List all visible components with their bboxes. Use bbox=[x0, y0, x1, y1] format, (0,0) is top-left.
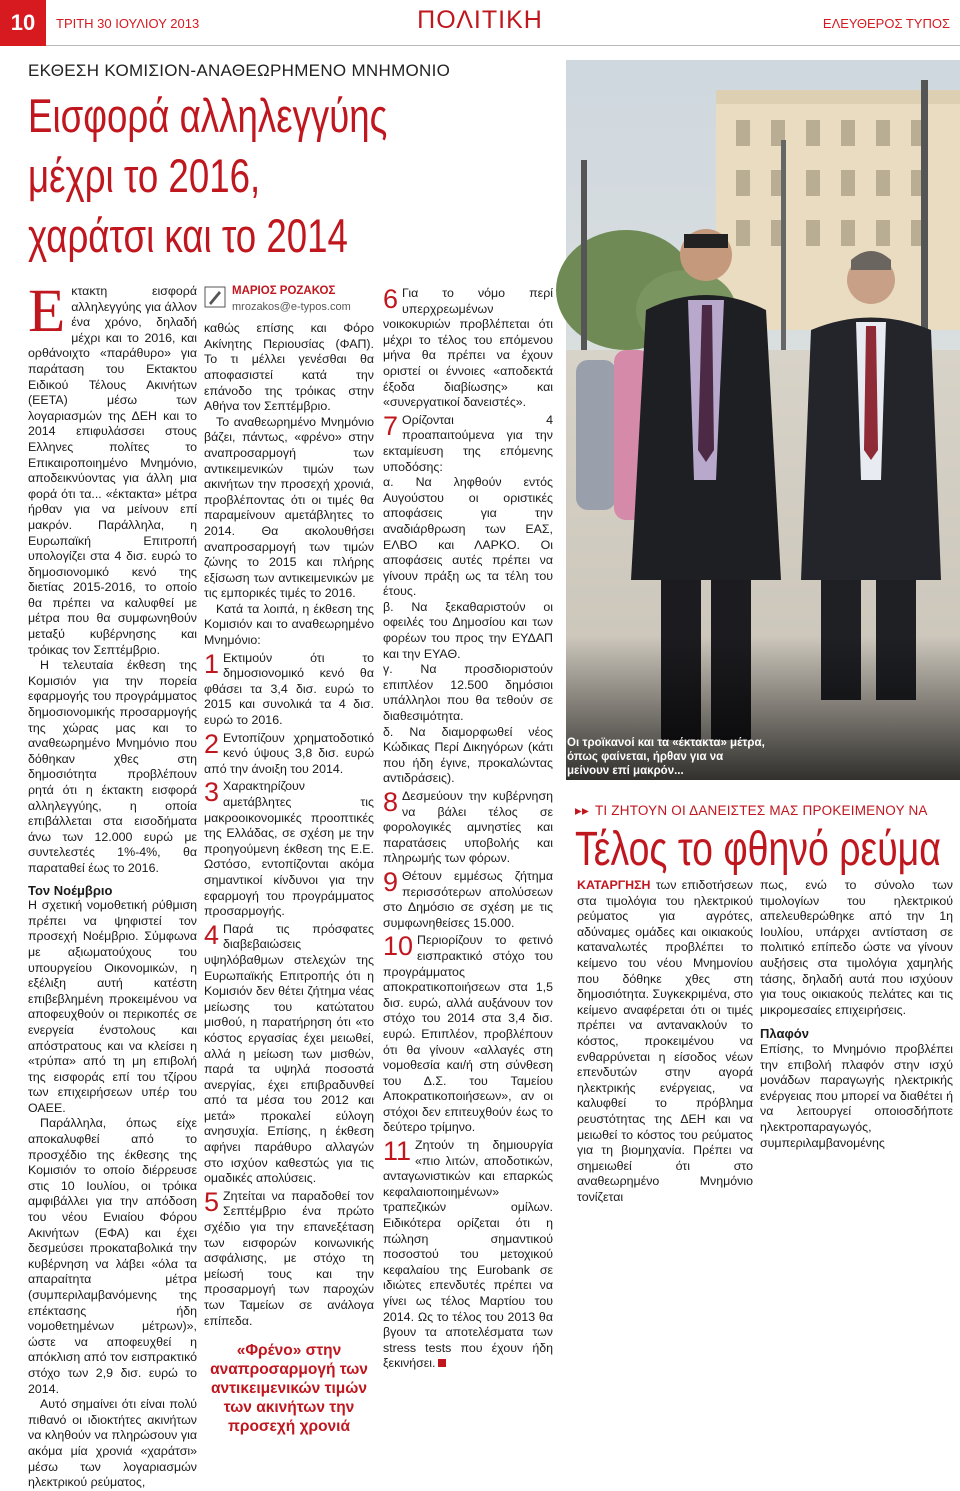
paragraph: Η σχετική νομοθετική ρύθμιση πρέπει να ψηφιστεί τον προσεχή Νοέμβριο. Σύμφωνα με αξιωματούχους του υπουργείου Οικονομικών, η εξέλιξη αυτή κατέστη επιβεβλημένη προκειμένου να αποφευχθούν οι περικοπές σε ενεργεία ένστολους και απόστρατους και να κλείσει η «τρύπα» από τη μη επιβολή της εισφοράς επί του τζίρου των επιχειρήσεων υπέρ του ΟΑΕΕ. bbox=[28, 898, 197, 1115]
lead-label: ΚΑΤΑΡΓΗΣΗ bbox=[577, 878, 651, 892]
paragraph: Το αναθεωρημένο Μνημόνιο βάζει, πάντως, «φρένο» στην αναπροσαρμογή των αντικειμενικών τιμών των ακινήτων την προσεχή χρονιά, προβλέποντας ότι οι τιμές θα παραμείνουν αμετάβλητες το 2014. Θα ακολουθήσει αναπροσαρμογή των τιμών ζώνης το 2015 και πλήρης εξίσωση των αντικειμενικών με τις εμπορικές τιμές το 2016. bbox=[204, 414, 374, 601]
paragraph: Αυτό σημαίνει ότι είναι πολύ πιθανό οι ιδιοκτήτες ακινήτων να κληθούν να πληρώσουν για ακόμα μία χρονιά «χαράτσι» μέσω των λογαριασμών ηλεκτρικού ρεύματος, bbox=[28, 1397, 197, 1490]
pull-quote: «Φρένο» στην αναπροσαρμογή των αντικειμενικών τιμών των ακινήτων την προσεχή χρονιά bbox=[210, 1342, 368, 1436]
article-column-3 bbox=[383, 284, 553, 1372]
box-column-2 bbox=[760, 878, 953, 1151]
pen-icon bbox=[204, 286, 226, 308]
paragraph: Η τελευταία έκθεση της Κομισιόν για την πορεία εφαρμογής του προγράμματος δημοσιονομικής προσαρμογής της χώρας μας και το αναθεωρημένο Μνημόνιο που δόθηκαν χθες στη δημοσιότητα προβλέπουν ρητά ότι η έκτακτη εισφορά αλληλεγγύης, η οποία επιβάλλεται στα εισοδήματα άνω των 12.000 ευρώ με συντελεστές 1%-4%, θα παραταθεί έως το 2016. bbox=[28, 658, 197, 875]
sub-item: α. Να ληφθούν εντός Αυγούστου οι οριστικές αποφάσεις για την αναδιάρθρωση των ΕΑΣ, ΕΛΒΟ και ΛΑΡΚΟ. Οι αποφάσεις αυτές πρέπει να γίνουν πράξη ως τα τέλη του έτους. bbox=[383, 475, 553, 599]
page-number: 10 bbox=[0, 0, 46, 46]
paragraph: Κατά τα λοιπά, η έκθεση της Κομισιόν και το αναθεωρημένο Μνημόνιο: bbox=[204, 601, 374, 648]
list-item: 9 Θέτουν εμμέσως ζήτημα περισσότερων απολύσεων στο Δημόσιο σε σχέση με τις συμφωνηθείσες 15.000. bbox=[383, 866, 553, 930]
issue-date: ΤΡΙΤΗ 30 ΙΟΥΛΙΟΥ 2013 bbox=[56, 16, 200, 31]
page-header bbox=[0, 0, 960, 46]
box-headline: Τέλος το φθηνό ρεύμα bbox=[575, 823, 941, 876]
author-name: ΜΑΡΙΟΣ ΡΟΖΑΚΟΣ bbox=[232, 285, 336, 297]
subheading: Πλαφόν bbox=[760, 1026, 809, 1042]
byline bbox=[204, 284, 374, 315]
paragraph: πως, ενώ το σύνολο των τιμολογίων του ηλεκτρικού απελευθερώθηκε από την 1η Ιουλίου, υπάρχει αντίσταση σε πολιτικό επίπεδο ώστε να γίνουν αυξήσεις στα τιμολόγια χαμηλής τάσης, δηλαδή αυτά που ισχύουν για τους οικιακούς πελάτες και τις μικρομεσαίες επιχειρήσεις. bbox=[760, 878, 953, 1017]
box-tag: ▸▸ ΤΙ ΖΗΤΟΥΝ ΟΙ ΔΑΝΕΙΣΤΕΣ ΜΑΣ ΠΡΟΚΕΙΜΕΝΟΥ ΝΑ bbox=[575, 803, 928, 818]
article-column-1 bbox=[28, 278, 197, 1491]
headline-line: Εισφορά αλληλεγγύης bbox=[28, 89, 388, 142]
news-photo bbox=[566, 60, 960, 780]
sub-item: δ. Να διαμορφωθεί νέος Κώδικας Περί Δικηγόρων (κάτι που ήδη έγινε, προκαλώντας αντιδράσεις). bbox=[383, 724, 553, 786]
photo-illustration bbox=[566, 60, 960, 780]
headline-line: μέχρι το 2016, bbox=[28, 149, 261, 202]
author-email: mrozakos@e-typos.com bbox=[232, 300, 351, 313]
sub-item: γ. Να προσδιοριστούν επιπλέον 12.500 δημόσιοι υπάλληλοι που θα τεθούν σε διαθεσιμότητα. bbox=[383, 662, 553, 724]
headline-line: χαράτσι και το 2014 bbox=[28, 209, 348, 262]
box-column-1 bbox=[577, 878, 753, 1205]
paragraph: καθώς επίσης και Φόρο Ακίνητης Περιουσίας (ΦΑΠ). Το τι μέλλει γενέσθαι θα αποφασιστεί κατά την επάνοδο της τρόικας στην Αθήνα τον Σεπτέμβριο. bbox=[204, 321, 374, 414]
article-headline bbox=[28, 86, 449, 266]
newspaper-name: ΕΛΕΥΘΕΡΟΣ ΤΥΠΟΣ bbox=[822, 16, 950, 31]
list-item: 7 Ορίζονται 4 προαπαιτούμενα για την εκταμίευση της επόμενης υποδόσης: bbox=[383, 410, 553, 474]
list-item: 5 Ζητείται να παραδοθεί τον Σεπτέμβριο ένα πρώτο σχέδιο για την επανεξέταση των εισφορών κοινωνικής ασφάλισης, με στόχο τη μείωσή τους και την προσαρμογή των παροχών των Ταμείων σε ανάλογα επίπεδα. bbox=[204, 1186, 374, 1328]
paragraph: ΚΑΤΑΡΓΗΣΗ των επιδοτήσεων στα τιμολόγια του ηλεκτρικού ρεύματος για αγρότες, αδύναμες ομάδες και οικιακούς καταναλωτές προβλέπει το κείμενο του νέου Μνημονίου που δόθηκε χθες στη δημοσιότητα. Συγκεκριμένα, στο κείμενο αναφέρεται ότι οι τιμές πρέπει να αντανακλούν το κόστος, προκειμένου να ενθαρρύνεται η είσοδος νέων επενδυτών στην αγορά ηλεκτρικής ενέργειας, να καλυφθεί το πρόβλημα ρευστότητας της ΔΕΗ και να μειωθεί το κόστος του ρεύματος για τη βιομηχανία. Πρέπει να σημειωθεί ότι στο αναθεωρημένο Μνημόνιο τονίζεται bbox=[577, 878, 753, 1204]
list-item: 8 Δεσμεύουν την κυβέρνηση να βάλει τέλος σε φορολογικές αμνηστίες και παρατάσεις υποβολής και πληρωμής των φόρων. bbox=[383, 787, 553, 866]
paragraph: Παράλληλα, όπως είχε αποκαλυφθεί από το προσχέδιο της έκθεσης της Κομισιόν το οποίο διέρρευσε στις 10 Ιουλίου, οι τρόικα αμφιβάλλει για την απόδοση του νέου Ενιαίου Φόρου Ακινήτων (ΕΦΑ) και έχει δεσμεύσει προκαταβολικά την κυβέρνηση να λάβει «όλα τα απαραίτητα μέτρα (συμπεριλαμβανόμενης της επέκτασης ήδη νομοθετημένων μέτρων)», ώστε να αποφευχθεί η απόκλιση από τον εισπρακτικό στόχο των 2,9 δισ. ευρώ το 2014. bbox=[28, 1116, 197, 1396]
section-title: ΠΟΛΙΤΙΚΗ bbox=[417, 6, 543, 34]
list-item: 3 Χαρακτηρίζουν αμετάβλητες τις μακροοικονομικές προοπτικές της Ελλάδας, σε σχέση με την προηγούμενη έκθεση της Ε.Ε. Ωστόσο, εντοπίζονται ακόμα σημαντικοί κίνδυνοι για την εφαρμογή του προγράμματος προσαρμογής. bbox=[204, 777, 374, 919]
photo-caption: Οι τροϊκανοί και τα «έκτακτα» μέτρα, όπως φαίνεται, ήρθαν για να μείνουν επί μακρόν... bbox=[567, 737, 765, 777]
list-item: 4 Παρά τις πρόσφατες διαβεβαιώσεις υψηλόβαθμων στελεχών της Ευρωπαϊκής Επιτροπής ότι η Κομισιόν δεν θέτει ζήτημα νέας μείωσης του κατώτατου μισθού, η παρατήρηση ότι «το κόστος εργασίας έχει μειωθεί, αλλά η μείωση των μισθών, παρά τα υψηλά ποσοστά ανεργίας, έχει επιβραδυνθεί από τα μέσα του 2012 και μετά» προκαλεί εύλογη ανησυχία. Επίσης, η έκθεση αφήνει παράθυρο αλλαγών στο ισχύον καθεστώς για τις ομαδικές απολύσεις. bbox=[204, 919, 374, 1186]
end-square-icon bbox=[438, 1359, 446, 1367]
lead-paragraph: Εκτακτη εισφορά αλληλεγγύης για άλλον ένα χρόνο, δηλαδή μέχρι και το 2016, και ορθάνοιχτο «παράθυρο» για παράταση του Εκτακτου Ειδικού Τέλους Ακινήτων (ΕΕΤΑ) μέσω των λογαριασμών της ΔΕΗ και το 2014 επιφυλάσσει στους Ελληνες πολίτες το Επικαιροποιημένο Μνημόνιο, αποδεικνύοντας για άλλη μια φορά ότι τα... «έκτακτα» μέτρα ήρθαν για να μείνουν επί μακρόν. Παράλληλα, η Ευρωπαϊκή Επιτροπή υπολογίζει στα 4 δισ. ευρώ το δημοσιονομικό κενό της διετίας 2015-2016, το οποίο θα πρέπει να καλυφθεί με μέτρα που θα συμφωνηθούν μεταξύ κυβέρνησης και τρόικας τον Σεπτέμβριο. bbox=[28, 278, 197, 657]
list-item: 2 Εντοπίζουν χρηματοδοτικό κενό ύψους 3,8 δισ. ευρώ από την άνοιξη του 2014. bbox=[204, 728, 374, 776]
list-item: 10 Περιορίζουν το φετινό εισπρακτικό στόχο του προγράμματος αποκρατικοποιήσεων στα 1,5 δισ. ευρώ, αλλά αυξάνουν τον στόχο του 2014 στα 3,4 δισ. ευρώ. Επιπλέον, προβλέπουν ότι θα γίνουν «αλλαγές στη νομοθεσία και/ή στη σύνθεση του Δ.Σ. του Ταμείου Αποκρατικοποιήσεων», αν οι στόχοι δεν επιτευχθούν έως το δεύτερο τρίμηνο. bbox=[383, 931, 553, 1135]
subheading: Τον Νοέμβριο bbox=[28, 882, 113, 898]
list-item: 6 Για το νόμο περί υπερχρεωμένων νοικοκυριών προβλέπεται ότι μέχρι το τέλος του επόμενου μήνα θα πρέπει να έχουν οριστεί οι έννοιες «αποδεκτά έξοδα διαβίωσης» και «συνεργατικοί δανειστές». bbox=[383, 284, 553, 410]
list-item: 1 Εκτιμούν ότι το δημοσιονομικό κενό θα φθάσει τα 3,4 δισ. ευρώ το 2015 και συνολικά τα 4 δισ. ευρώ το 2016. bbox=[204, 648, 374, 728]
article-kicker: ΕΚΘΕΣΗ ΚΟΜΙΣΙΟΝ-ΑΝΑΘΕΩΡΗΜΕΝΟ ΜΝΗΜΟΝΙΟ bbox=[28, 61, 451, 80]
paragraph: Επίσης, το Μνημόνιο προβλέπει την επιβολή πλαφόν στην ισχύ μονάδων παραγωγής ηλεκτρικής ενέργειας που μπορεί να διαθέτει ή να λειτουργεί οποιοσδήποτε ηλεκτροπαραγωγός, συμπεριλαμβανομένης bbox=[760, 1041, 953, 1150]
list-item: 11 Ζητούν τη δημιουργία «πιο λιτών, αποδοτικών, ανταγωνιστικών και επαρκώς κεφαλαιοποιημένων» τραπεζικών ομίλων. Ειδικότερα ορίζεται ότι η πώληση σημαντικού ποσοστού του μετοχικού κεφαλαίου της Eurobank σε ιδιώτες επενδυτές πρέπει να γίνει ως τέλος Μαρτίου του 2014. Ως το τέλος του 2013 θα βγουν τα αποτελέσματα των stress tests που έχουν ήδη ξεκινήσει. bbox=[383, 1136, 553, 1371]
double-chevron-right-icon: ▸▸ bbox=[575, 803, 589, 818]
sub-item: β. Να ξεκαθαριστούν οι οφειλές του Δημοσίου και των φορέων του προς την ΕΥΔΑΠ και την ΕΥΑΘ. bbox=[383, 599, 553, 661]
drop-cap: Ε bbox=[28, 278, 66, 345]
article-column-2 bbox=[204, 284, 374, 1436]
